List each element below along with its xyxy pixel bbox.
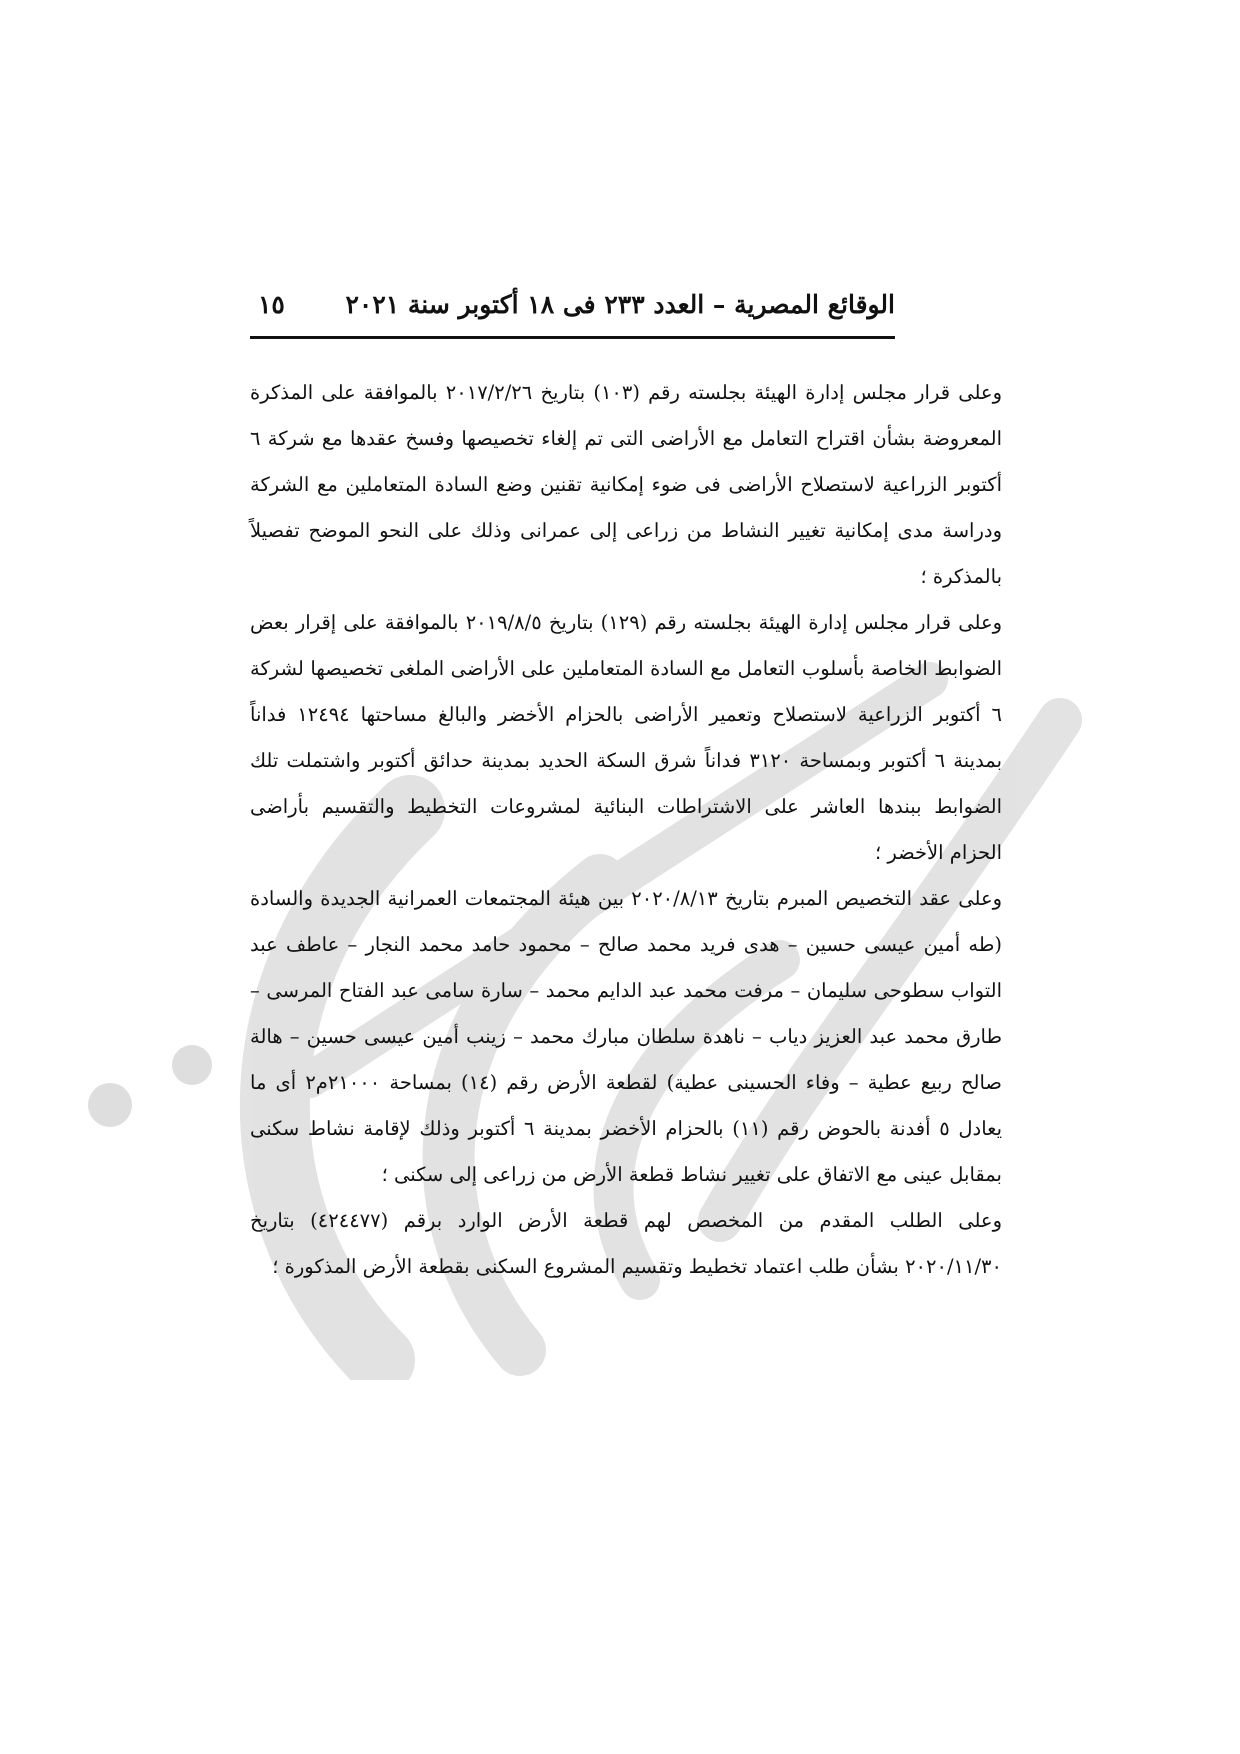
paragraph: وعلى قرار مجلس إدارة الهيئة بجلسته رقم (١٢٩) بتاريخ ٢٠١٩/٨/٥ بالموافقة على إقرار بعض الضوابط الخاصة بأسلوب التعامل مع السادة المتعاملين على الأراضى الملغى تخصيصها لشركة ٦ أكتوبر الزراعية لاستصلاح وتعمير الأراضى بالحزام الأخضر والبالغ مساحتها ١٢٤٩٤ فداناً بمدينة ٦ أكتوبر وبمساحة ٣١٢٠ فداناً شرق السكة الحديد بمدينة حدائق أكتوبر واشتملت تلك الضوابط ببندها العاشر على الاشتراطات البنائية لمشروعات التخطيط والتقسيم بأراضى الحزام الأخضر ؛ (250, 611, 1003, 864)
paragraph: وعلى عقد التخصيص المبرم بتاريخ ٢٠٢٠/٨/١٣ بين هيئة المجتمعات العمرانية الجديدة والسادة (طه أمين عيسى حسين – هدى فريد محمد صالح – محمود حامد محمد النجار – عاطف عبد التواب سطوحى سليمان – مرفت محمد عبد الدايم محمد – سارة سامى عبد الفتاح المرسى – طارق محمد عبد العزيز دياب – ناهدة سلطان مبارك محمد – زينب أمين عيسى حسين – هالة صالح ربيع عطية – وفاء الحسينى عطية) لقطعة الأرض رقم (١٤) بمساحة ٢١٠٠٠م٢ أى ما يعادل ٥ أفدنة بالحوض رقم (١١) بالحزام الأخضر بمدينة ٦ أكتوبر وذلك لإقامة نشاط سكنى بمقابل عينى مع الاتفاق على تغيير نشاط قطعة الأرض من زراعى إلى سكنى ؛ (250, 887, 1002, 1186)
page-header (250, 290, 895, 339)
paragraph: وعلى قرار مجلس إدارة الهيئة بجلسته رقم (١٠٣) بتاريخ ٢٠١٧/٢/٢٦ بالموافقة على المذكرة المعروضة بشأن اقتراح التعامل مع الأراضى التى تم إلغاء تخصيصها وفسخ عقدها مع شركة ٦ أكتوبر الزراعية لاستصلاح الأراضى فى ضوء إمكانية تقنين وضع السادة المتعاملين مع الشركة ودراسة مدى إمكانية تغيير النشاط من زراعى إلى عمرانى وذلك على النحو الموضح تفصيلاً بالمذكرة ؛ (250, 381, 1002, 588)
document-body (250, 370, 1002, 1290)
paragraph: وعلى الطلب المقدم من المخصص لهم قطعة الأرض الوارد برقم (٤٢٤٤٧٧) بتاريخ ٢٠٢٠/١١/٣٠ بشأن طلب اعتماد تخطيط وتقسيم المشروع السكنى بقطعة الأرض المذكورة ؛ (250, 1209, 1002, 1278)
publication-title: الوقائع المصرية – العدد ٢٣٣ فى ١٨ أكتوبر سنة ٢٠٢١ (345, 290, 895, 319)
page-number: ١٥ (258, 290, 285, 319)
